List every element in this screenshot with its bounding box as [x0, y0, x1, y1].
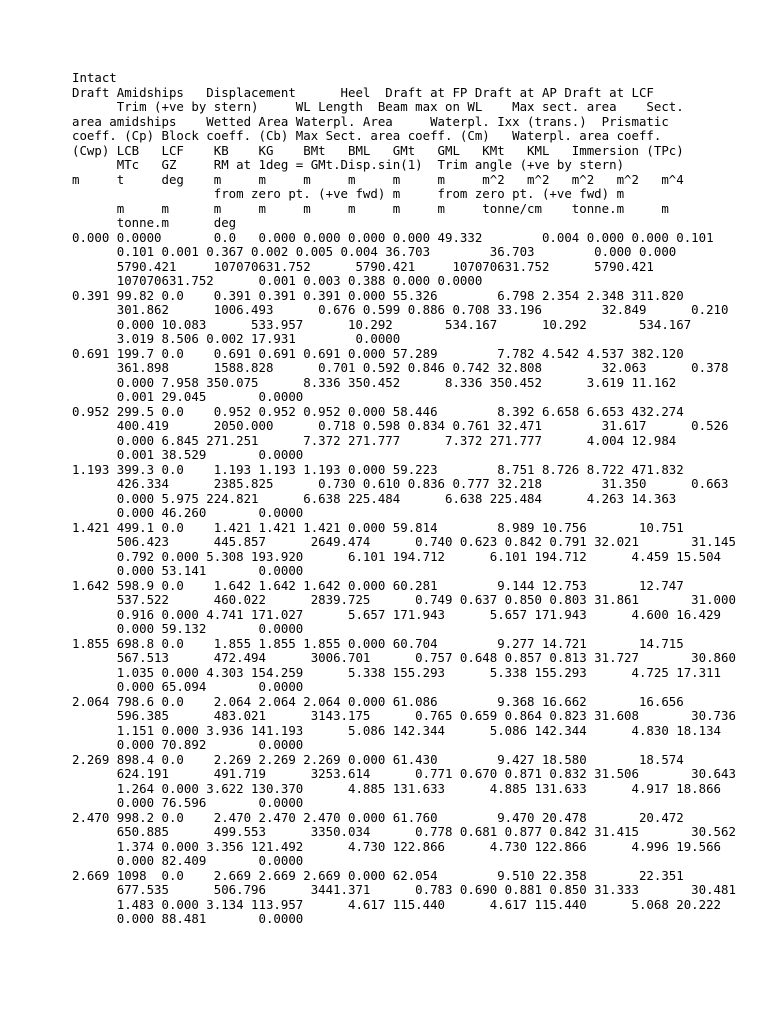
- text-line: 361.898 1588.828 0.701 0.592 0.846 0.742 32.808 32.063 0.378: [72, 360, 729, 375]
- text-line: 0.691 199.7 0.0 0.691 0.691 0.691 0.000 57.289 7.782 4.542 4.537 382.120: [72, 345, 684, 361]
- text-line: (Cwp) LCB LCF KB KG BMt BML GMt GML KMt KML Immersion (TPc): [72, 142, 684, 158]
- text-line: 506.423 445.857 2649.474 0.740 0.623 0.842 0.791 32.021 31.145: [72, 534, 736, 549]
- text-line: 677.535 506.796 3441.371 0.783 0.690 0.881 0.850 31.333 30.481: [72, 882, 736, 897]
- text-line: 0.001 38.529 0.0000: [72, 447, 304, 462]
- text-line: 0.000 70.892 0.0000: [72, 737, 304, 752]
- text-line: 537.522 460.022 2839.725 0.749 0.637 0.850 0.803 31.861 31.000: [72, 592, 736, 607]
- text-line: 1.264 0.000 3.622 130.370 4.885 131.633 4.885 131.633 4.917 18.866: [72, 780, 722, 796]
- text-line: 650.885 499.553 3350.034 0.778 0.681 0.877 0.842 31.415 30.562: [72, 824, 736, 839]
- text-line: area amidships Wetted Area Waterpl. Area Waterpl. Ixx (trans.) Prismatic: [72, 113, 669, 129]
- text-line: 0.000 5.975 224.821 6.638 225.484 6.638 225.484 4.263 14.363: [72, 490, 677, 506]
- text-line: 0.000 82.409 0.0000: [72, 853, 304, 868]
- text-line: 1.483 0.000 3.134 113.957 4.617 115.440 4.617 115.440 5.068 20.222: [72, 896, 722, 912]
- text-line: 2.669 1098 0.0 2.669 2.669 2.669 0.000 62.054 9.510 22.358 22.351: [72, 867, 684, 883]
- text-line: 596.385 483.021 3143.175 0.765 0.659 0.864 0.823 31.608 30.736: [72, 708, 736, 723]
- text-line: 1.035 0.000 4.303 154.259 5.338 155.293 5.338 155.293 4.725 17.311: [72, 664, 722, 680]
- text-line: 1.642 598.9 0.0 1.642 1.642 1.642 0.000 60.281 9.144 12.753 12.747: [72, 577, 684, 593]
- text-line: 1.421 499.1 0.0 1.421 1.421 1.421 0.000 59.814 8.989 10.756 10.751: [72, 519, 684, 535]
- text-line: 0.001 29.045 0.0000: [72, 389, 304, 404]
- text-line: m t deg m m m m m m m^2 m^2 m^2 m^2 m^4: [72, 171, 684, 187]
- text-line: Intact: [72, 70, 117, 85]
- text-line: 0.391 99.82 0.0 0.391 0.391 0.391 0.000 55.326 6.798 2.354 2.348 311.820: [72, 287, 684, 303]
- text-line: 0.000 7.958 350.075 8.336 350.452 8.336 350.452 3.619 11.162: [72, 374, 677, 390]
- text-line: 400.419 2050.000 0.718 0.598 0.834 0.761 32.471 31.617 0.526: [72, 418, 729, 433]
- hydrostatics-text: [72, 71, 762, 927]
- text-line: 0.792 0.000 5.308 193.920 6.101 194.712 6.101 194.712 4.459 15.504: [72, 548, 722, 564]
- text-line: 3.019 8.506 0.002 17.931 0.0000: [72, 331, 401, 346]
- text-line: 1.193 399.3 0.0 1.193 1.193 1.193 0.000 59.223 8.751 8.726 8.722 471.832: [72, 461, 684, 477]
- text-line: 426.334 2385.825 0.730 0.610 0.836 0.777 32.218 31.350 0.663: [72, 476, 729, 491]
- text-line: 0.000 76.596 0.0000: [72, 795, 304, 810]
- text-line: 107070631.752 0.001 0.003 0.388 0.000 0.0000: [72, 273, 483, 288]
- text-line: 0.000 65.094 0.0000: [72, 679, 304, 694]
- text-line: 0.952 299.5 0.0 0.952 0.952 0.952 0.000 58.446 8.392 6.658 6.653 432.274: [72, 403, 684, 419]
- text-line: 0.000 6.845 271.251 7.372 271.777 7.372 271.777 4.004 12.984: [72, 432, 677, 448]
- text-line: 0.000 59.132 0.0000: [72, 621, 304, 636]
- text-line: MTc GZ RM at 1deg = GMt.Disp.sin(1) Trim angle (+ve by stern): [72, 157, 625, 172]
- text-line: 0.000 88.481 0.0000: [72, 911, 304, 926]
- text-line: Trim (+ve by stern) WL Length Beam max on WL Max sect. area Sect.: [72, 99, 684, 114]
- text-line: 5790.421 107070631.752 5790.421 107070631.752 5790.421: [72, 258, 654, 274]
- text-line: 567.513 472.494 3006.701 0.757 0.648 0.857 0.813 31.727 30.860: [72, 650, 736, 665]
- text-line: 0.916 0.000 4.741 171.027 5.657 171.943 5.657 171.943 4.600 16.429: [72, 606, 722, 622]
- text-line: 2.470 998.2 0.0 2.470 2.470 2.470 0.000 61.760 9.470 20.478 20.472: [72, 809, 684, 825]
- text-line: 2.269 898.4 0.0 2.269 2.269 2.269 0.000 61.430 9.427 18.580 18.574: [72, 751, 684, 767]
- text-line: coeff. (Cp) Block coeff. (Cb) Max Sect. area coeff. (Cm) Waterpl. area coeff.: [72, 128, 662, 143]
- text-line: Draft Amidships Displacement Heel Draft at FP Draft at AP Draft at LCF: [72, 84, 654, 100]
- text-line: 0.000 0.0000 0.0 0.000 0.000 0.000 0.000 49.332 0.004 0.000 0.000 0.101: [72, 229, 714, 245]
- text-line: tonne.m deg: [72, 215, 237, 230]
- text-line: 0.101 0.001 0.367 0.002 0.005 0.004 36.703 36.703 0.000 0.000: [72, 244, 677, 259]
- text-line: 301.862 1006.493 0.676 0.599 0.886 0.708 33.196 32.849 0.210: [72, 302, 729, 317]
- text-line: m m m m m m m m tonne/cm tonne.m m: [72, 200, 669, 216]
- text-line: 0.000 10.083 533.957 10.292 534.167 10.292 534.167: [72, 316, 692, 332]
- text-line: 1.151 0.000 3.936 141.193 5.086 142.344 5.086 142.344 4.830 18.134: [72, 722, 722, 738]
- text-line: 0.000 53.141 0.0000: [72, 563, 304, 578]
- text-line: 1.855 698.8 0.0 1.855 1.855 1.855 0.000 60.704 9.277 14.721 14.715: [72, 635, 684, 651]
- text-line: 0.000 46.260 0.0000: [72, 505, 304, 520]
- text-line: from zero pt. (+ve fwd) m from zero pt. (+ve fwd) m: [72, 186, 625, 201]
- text-line: 1.374 0.000 3.356 121.492 4.730 122.866 4.730 122.866 4.996 19.566: [72, 838, 722, 854]
- text-line: 2.064 798.6 0.0 2.064 2.064 2.064 0.000 61.086 9.368 16.662 16.656: [72, 693, 684, 709]
- text-line: 624.191 491.719 3253.614 0.771 0.670 0.871 0.832 31.506 30.643: [72, 766, 736, 781]
